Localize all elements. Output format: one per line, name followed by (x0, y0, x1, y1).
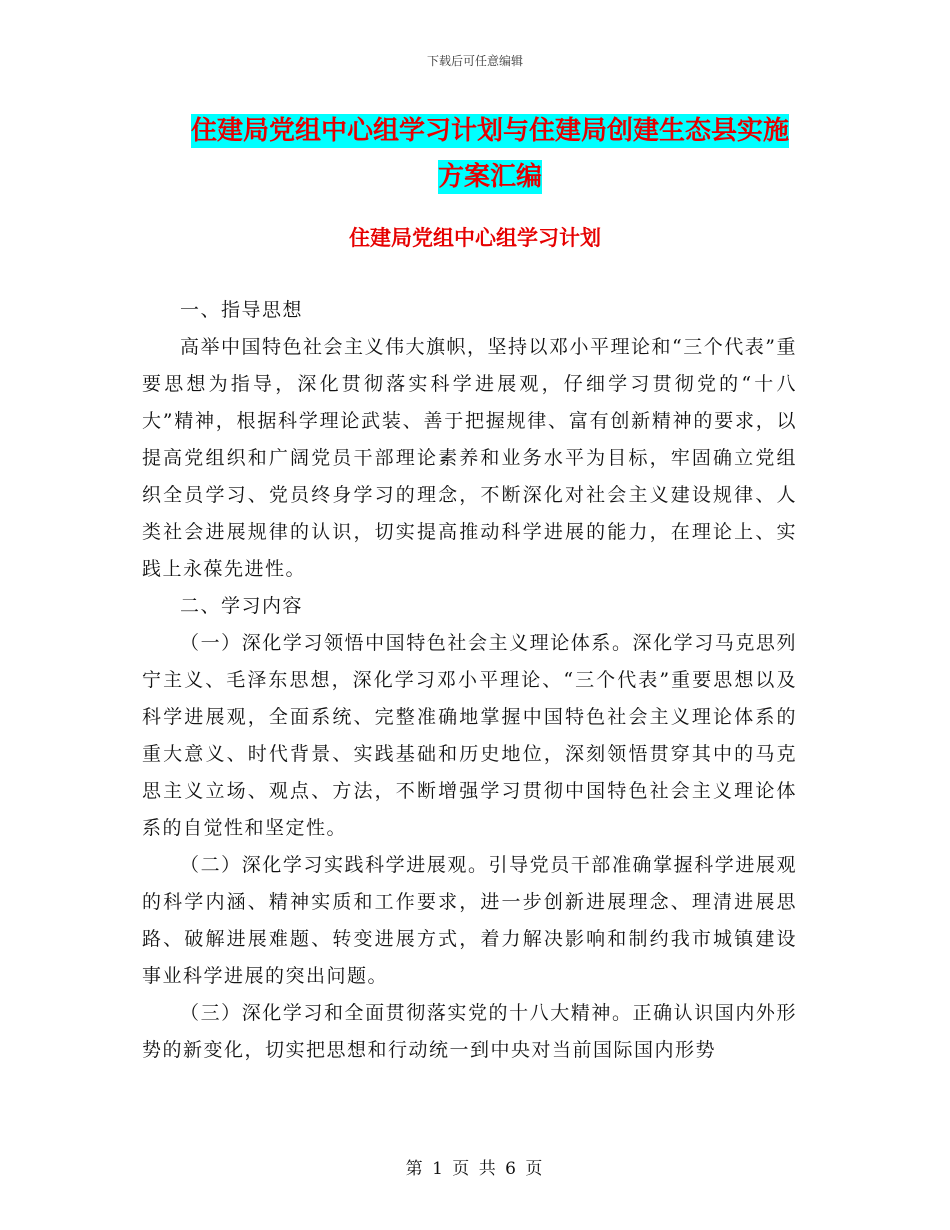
section-title: 住建局党组中心组学习计划 (349, 226, 601, 250)
paragraph-guiding-thought: 高举中国特色社会主义伟大旗帜，坚持以邓小平理论和“三个代表”重要思想为指导，深化贯彻落实科学进展观，仔细学习贯彻党的“十八大”精神，根据科学理论武装、善于把握规律、富有创新精神的要求，以提高党组织和广阔党员干部理论素养和业务水平为目标，牢固确立党组织全员学习、党员终身学习的理念，不断深化对社会主义建设规律、人类社会进展规律的认识，切实提高推动科学进展的能力，在理论上、实践上永葆先进性。 (142, 336, 797, 580)
header-note: 下载后可任意编辑 (426, 54, 523, 68)
paragraph-study-item-2: （二）深化学习实践科学进展观。引导党员干部准确掌握科学进展观的科学内涵、精神实质和工作要求，进一步创新进展理念、理清进展思路、破解进展难题、转变进展方式，着力解决影响和制约我市城镇建设事业科学进展的突出问题。 (142, 854, 797, 987)
heading-study-content: 二、学习内容 (180, 595, 304, 617)
heading-guiding-thought: 一、指导思想 (180, 299, 304, 321)
document-title-line-1: 住建局党组中心组学习计划与住建局创建生态县实施 (190, 116, 789, 146)
document-body (142, 292, 797, 1069)
paragraph-study-item-1: （一）深化学习领悟中国特色社会主义理论体系。深化学习马克思列宁主义、毛泽东思想，深化学习邓小平理论、“三个代表”重要思想以及科学进展观，全面系统、完整准确地掌握中国特色社会主义理论体系的重大意义、时代背景、实践基础和历史地位，深刻领悟贯穿其中的马克思主义立场、观点、方法，不断增强学习贯彻中国特色社会主义理论体系的自觉性和坚定性。 (142, 632, 797, 839)
document-title (140, 108, 840, 200)
document-title-line-2: 方案汇编 (437, 162, 542, 192)
paragraph-study-item-3: （三）深化学习和全面贯彻落实党的十八大精神。正确认识国内外形势的新变化，切实把思想和行动统一到中央对当前国际国内形势 (142, 1002, 797, 1061)
page-footer: 第 1 页 共 6 页 (405, 1159, 545, 1179)
